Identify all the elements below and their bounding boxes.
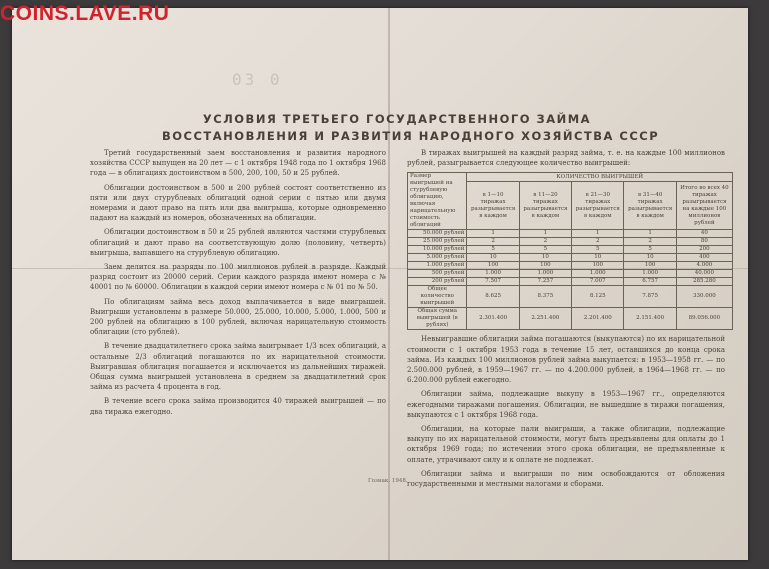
table-cell: 2.251.400 <box>519 308 571 330</box>
right-paragraph: Невыигравшие облигации займа погашаются (выкупаются) по их нарицательной стоимости с 1 октября 1953 года в течение 15 лет, оставшихся до конца срока займа. Из каждых 100 миллионов рублей займа выкупается: в 1953—1958 гг. — по 2.500.000 рублей, в 1959—1967 гг. — по 4.200.000 рублей, в 1964—1968 гг. — по 6.200.000 рублей ежегодно. <box>407 335 725 385</box>
table-cell: 2.301.400 <box>467 308 519 330</box>
table-row <box>408 278 733 286</box>
left-paragraph: Третий государственный заем восстановления и развития народного хозяйства СССР выпущен на 20 лет — с 1 октября 1948 года по 1 октября 1968 года — в облигациях достоинством в 500, 200, 100, 50 и 25 рублей. <box>90 149 386 178</box>
table-row <box>408 230 733 238</box>
table-cell: 40 <box>676 230 732 238</box>
row-label: 25.000 рублей <box>408 238 467 246</box>
table-row <box>408 270 733 278</box>
table-head-group: КОЛИЧЕСТВО ВЫИГРЫШЕЙ <box>467 173 733 182</box>
table-cell: 1 <box>467 230 519 238</box>
table-cell: 7.507 <box>467 278 519 286</box>
table-cell: 400 <box>676 254 732 262</box>
right-intro: В тиражах выигрышей на каждый разряд займа, т. е. на каждые 100 миллионов рублей, разыгрывается следующее количество выигрышей: <box>407 149 725 168</box>
table-cell: 2 <box>467 238 519 246</box>
table-cell: 8.375 <box>519 286 571 308</box>
table-head-cell: в 31—40 тиражах разыгрывается в каждом <box>624 182 676 230</box>
row-label: 200 рублей <box>408 278 467 286</box>
right-paragraph: Облигации займа, подлежащие выкупу в 1953—1967 гг., определяются ежегодными тиражами погашения. Облигации, не вышедшие в тиражи погашения, выкупаются с 1 октября 1968 года. <box>407 390 725 419</box>
table-cell: 1.000 <box>624 270 676 278</box>
table-cell: 100 <box>467 262 519 270</box>
table-cell: 80 <box>676 238 732 246</box>
table-head-cell: в 1—10 тиражах разыгрывается в каждом <box>467 182 519 230</box>
table-cell: 200 <box>676 246 732 254</box>
table-row <box>408 238 733 246</box>
title-line-2: ВОССТАНОВЛЕНИЯ И РАЗВИТИЯ НАРОДНОГО ХОЗЯЙСТВА СССР <box>162 129 660 143</box>
right-column-text <box>407 148 729 493</box>
left-paragraph: В течение двадцатилетнего срока займа выигрывает 1/3 всех облигаций, а остальные 2/3 облигаций погашаются по их нарицательной стоимости. Выигравшая облигация погашается и исключается из дальнейших тиражей. Общая сумма выигрышей установлена в среднем за двадцатилетний срок займа из расчета 4 процента в год. <box>90 342 386 392</box>
table-cell: 10 <box>467 254 519 262</box>
table-cell: 1 <box>519 230 571 238</box>
table-cell: 10 <box>519 254 571 262</box>
table-cell: 6.757 <box>624 278 676 286</box>
table-cell: 5 <box>624 246 676 254</box>
table-head-amount: Размер выигрышей на стурублевую облигацию, включая нарицательную стоимость облигаций <box>408 173 467 230</box>
row-label: 50.000 рублей <box>408 230 467 238</box>
table-cell: 5 <box>572 246 624 254</box>
table-cell: 4.000 <box>676 262 732 270</box>
left-paragraph: Облигации достоинством в 500 и 200 рублей состоят соответственно из пяти или двух стурублевых облигаций одной серии с пятью или двумя номерами и дают право на пять или два выигрыша, которые одновременно падают на каждый из номеров, обозначенных на облигации. <box>90 183 386 223</box>
left-paragraph: Заем делится на разряды по 100 миллионов рублей в разряде. Каждый разряд состоит из 20000 серий. Серии каждого разряда имеют номера с № 40001 по № 60000. Облигации в каждой серии имеют номера с № 01 по № 50. <box>90 263 386 292</box>
left-paragraph: В течение всего срока займа производится 40 тиражей выигрышей — по два тиража ежегодно. <box>90 397 386 416</box>
table-cell: 330.000 <box>676 286 732 308</box>
table-cell: 10 <box>572 254 624 262</box>
row-label: 1.000 рублей <box>408 262 467 270</box>
right-paragraph: Облигации, на которые пали выигрыши, а также облигации, подлежащие выкупу по их нарицательной стоимости, могут быть предъявлены для оплаты до 1 октября 1969 года; по истечении этого срока облигации, не предъявленные к оплате, утрачивают силу и к оплате не подлежат. <box>407 425 725 464</box>
table-cell: 1 <box>624 230 676 238</box>
table-total-sum-row <box>408 308 733 330</box>
table-cell: 2.201.400 <box>572 308 624 330</box>
bond-reverse <box>12 8 748 560</box>
table-cell: 285.280 <box>676 278 732 286</box>
table-row <box>408 254 733 262</box>
table-cell: 100 <box>519 262 571 270</box>
title-line-1: УСЛОВИЯ ТРЕТЬЕГО ГОСУДАРСТВЕННОГО ЗАЙМА <box>202 112 592 126</box>
left-paragraph: По облигациям займа весь доход выплачивается в виде выигрышей. Выигрыши установлены в размере 50.000, 25.000, 10.000, 5.000, 1.000, 500 и 200 рублей на облигацию в 100 рублей, включая нарицательную стоимость облигации (сто рублей). <box>90 297 386 337</box>
row-label: 500 рублей <box>408 270 467 278</box>
faint-serial-number: 03 0 <box>232 70 283 89</box>
printer-imprint: Гознак. 1948. <box>368 478 408 484</box>
table-cell: 100 <box>572 262 624 270</box>
table-head-cell: Итого во всех 40 тиражах разыгрывается на каждые 100 миллионов рублей <box>676 182 732 230</box>
table-cell: 8.125 <box>572 286 624 308</box>
table-cell: 1 <box>572 230 624 238</box>
table-head-cell: в 11—20 тиражах разыгрывается в каждом <box>519 182 571 230</box>
row-label: 10.000 рублей <box>408 246 467 254</box>
table-row <box>408 246 733 254</box>
table-cell: 5 <box>467 246 519 254</box>
table-cell: 40.000 <box>676 270 732 278</box>
site-watermark: COINS.LAVE.RU <box>0 2 170 25</box>
table-cell: 10 <box>624 254 676 262</box>
table-cell: 2 <box>572 238 624 246</box>
left-column-text <box>90 148 386 421</box>
table-cell: 7.257 <box>519 278 571 286</box>
right-paragraph: Облигации займа и выигрыши по ним освобождаются от обложения государственными и местными налогами и сборами. <box>407 469 725 489</box>
table-cell: 7.875 <box>624 286 676 308</box>
table-row <box>408 262 733 270</box>
table-head-cell: в 21—30 тиражах разыгрывается в каждом <box>572 182 624 230</box>
table-cell: 2 <box>519 238 571 246</box>
table-cell: 1.000 <box>572 270 624 278</box>
row-label: Общая сумма выигрышей (в рублях) <box>408 308 467 330</box>
table-cell: 2 <box>624 238 676 246</box>
table-cell: 100 <box>624 262 676 270</box>
table-cell: 2.151.400 <box>624 308 676 330</box>
table-cell: 5 <box>519 246 571 254</box>
table-cell: 89.056.000 <box>676 308 732 330</box>
table-cell: 1.000 <box>519 270 571 278</box>
row-label: 5.000 рублей <box>408 254 467 262</box>
table-cell: 8.625 <box>467 286 519 308</box>
winnings-table <box>407 172 733 330</box>
table-cell: 1.000 <box>467 270 519 278</box>
row-label: Общее количество выигрышей <box>408 286 467 308</box>
left-paragraph: Облигации достоинством в 50 и 25 рублей являются частями стурублевых облигаций и дают право на соответствующую долю (половину, четверть) выигрыша, выпавшего на стурублевую облигацию. <box>90 228 386 257</box>
table-total-count-row <box>408 286 733 308</box>
table-cell: 7.007 <box>572 278 624 286</box>
